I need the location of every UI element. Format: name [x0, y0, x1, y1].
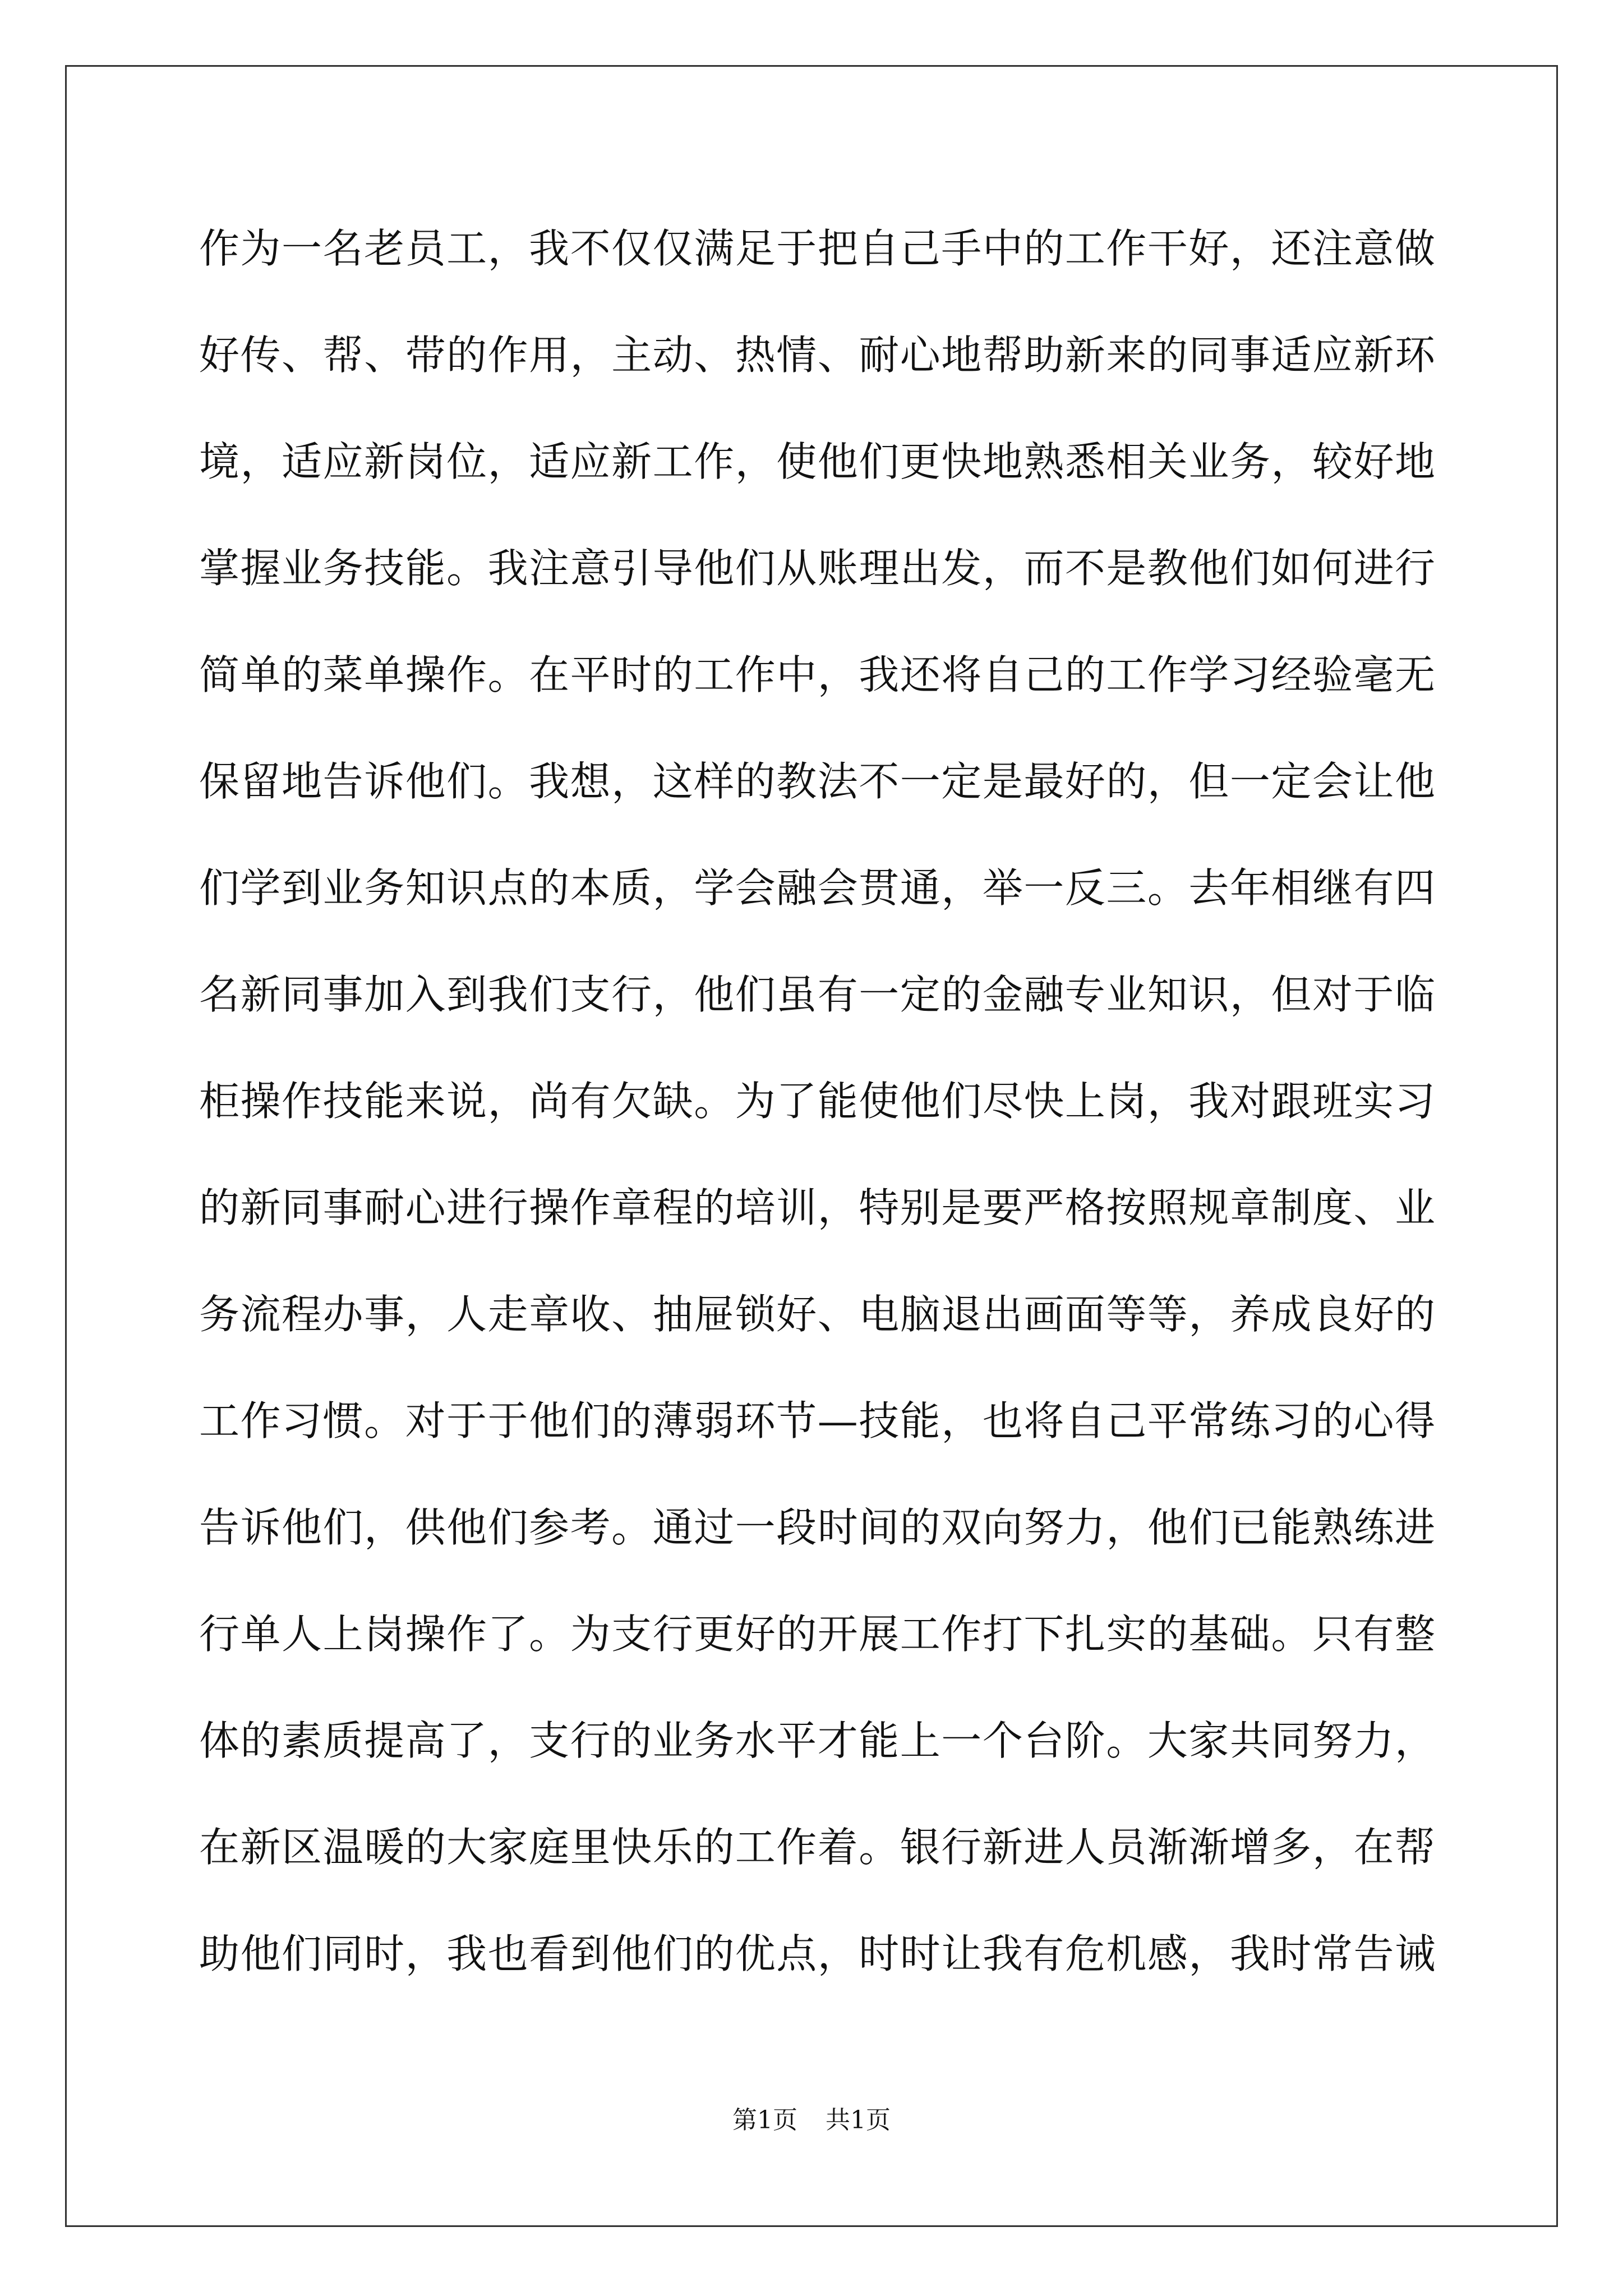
paragraph-line: 在新区温暖的大家庭里快乐的工作着。银行新进人员渐渐增多，在帮: [199, 1824, 1435, 1871]
paragraph-line: 好传、帮、带的作用，主动、热情、耐心地帮助新来的同事适应新环: [199, 332, 1435, 379]
paragraph-line: 工作习惯。对于于他们的薄弱环节—技能，也将自己平常练习的心得: [199, 1397, 1435, 1444]
page-footer: [0, 2104, 1623, 2137]
paragraph-line: 务流程办事，人走章收、抽屉锁好、电脑退出画面等等，养成良好的: [199, 1291, 1435, 1338]
page-number-total: 共1页: [826, 2106, 891, 2134]
paragraph-line: 助他们同时，我也看到他们的优点，时时让我有危机感，我时常告诫: [199, 1930, 1435, 1977]
paragraph-line: 们学到业务知识点的本质，学会融会贯通，举一反三。去年相继有四: [199, 864, 1435, 912]
paragraph-line: 体的素质提高了，支行的业务水平才能上一个台阶。大家共同努力，: [199, 1717, 1435, 1764]
paragraph-line: 境，适应新岗位，适应新工作，使他们更快地熟悉相关业务，较好地: [199, 438, 1435, 485]
paragraph-line: 简单的菜单操作。在平时的工作中，我还将自己的工作学习经验毫无: [199, 651, 1435, 698]
paragraph-line: 告诉他们，供他们参考。通过一段时间的双向努力，他们已能熟练进: [199, 1504, 1435, 1551]
paragraph-line: 保留地告诉他们。我想，这样的教法不一定是最好的，但一定会让他: [199, 758, 1435, 805]
paragraph-line: 掌握业务技能。我注意引导他们从账理出发，而不是教他们如何进行: [199, 545, 1435, 592]
paragraph-line: 作为一名老员工，我不仅仅满足于把自己手中的工作干好，还注意做: [199, 225, 1435, 272]
paragraph-line: 柜操作技能来说，尚有欠缺。为了能使他们尽快上岗，我对跟班实习: [199, 1078, 1435, 1125]
paragraph-line: 的新同事耐心进行操作章程的培训，特别是要严格按照规章制度、业: [199, 1184, 1435, 1231]
page-border: [65, 65, 1558, 2227]
paragraph-line: 行单人上岗操作了。为支行更好的开展工作打下扎实的基础。只有整: [199, 1611, 1435, 1658]
paragraph-line: 名新同事加入到我们支行，他们虽有一定的金融专业知识，但对于临: [199, 971, 1435, 1018]
page-number-current: 第1页: [732, 2106, 797, 2134]
